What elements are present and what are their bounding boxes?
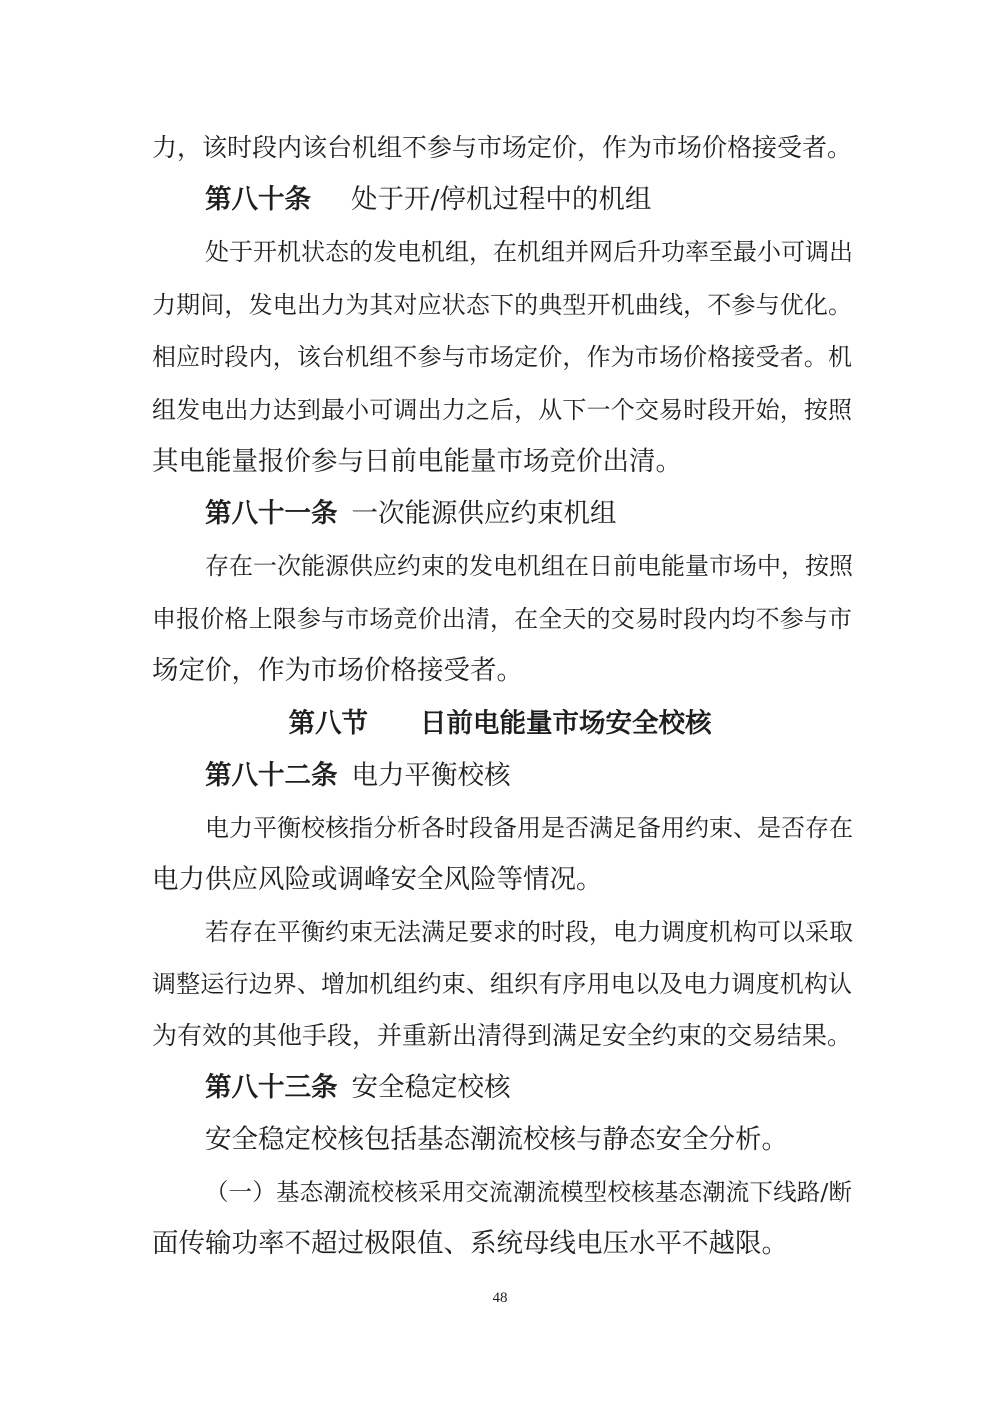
article-title: 处于开/停机过程中的机组: [351, 184, 652, 215]
article-heading: [205, 180, 852, 220]
paragraph-line: 处于开机状态的发电机组，在机组并网后升功率至最小可调出: [205, 238, 853, 266]
page-number: 48: [492, 1290, 508, 1306]
article-title: 电力平衡校核: [351, 760, 511, 791]
section-heading: [0, 704, 1000, 744]
section-number: 第八节: [288, 708, 368, 739]
paragraph-line: 力，该时段内该台机组不参与市场定价，作为市场价格接受者。: [152, 133, 853, 162]
article-title: 安全稳定校核: [351, 1072, 511, 1103]
paragraph-line: 为有效的其他手段，并重新出清得到满足安全约束的交易结果。: [152, 1021, 853, 1050]
paragraph-line: 申报价格上限参与市场竞价出清，在全天的交易时段内均不参与市: [152, 605, 852, 633]
paragraph-line: 力期间，发电出力为其对应状态下的典型开机曲线，不参与优化。: [152, 291, 852, 319]
paragraph-line: 安全稳定校核包括基态潮流校核与静态安全分析。: [205, 1124, 788, 1155]
paragraph-line: 组发电出力达到最小可调出力之后，从下一个交易时段开始，按照: [152, 396, 852, 424]
article-heading: [205, 494, 852, 534]
article-title: 一次能源供应约束机组: [351, 498, 617, 529]
article-heading: [205, 1068, 852, 1108]
article-number: 第八十条: [205, 184, 311, 215]
article-number: 第八十三条: [205, 1072, 338, 1103]
paragraph-line: 调整运行边界、增加机组约束、组织有序用电以及电力调度机构认: [152, 970, 852, 998]
paragraph-line: （一）基态潮流校核采用交流潮流模型校核基态潮流下线路/断: [205, 1178, 852, 1206]
paragraph-line: 其电能量报价参与日前电能量市场竞价出清。: [152, 446, 682, 477]
paragraph-line: 存在一次能源供应约束的发电机组在日前电能量市场中，按照: [205, 552, 853, 580]
paragraph-line: 若存在平衡约束无法满足要求的时段，电力调度机构可以采取: [205, 918, 853, 946]
paragraph-line: 相应时段内，该台机组不参与市场定价，作为市场价格接受者。机: [152, 343, 852, 371]
paragraph-line: 面传输功率不超过极限值、系统母线电压水平不越限。: [152, 1228, 788, 1259]
article-number: 第八十二条: [205, 760, 338, 791]
paragraph-line: 电力供应风险或调峰安全风险等情况。: [152, 864, 603, 895]
article-number: 第八十一条: [205, 498, 338, 529]
paragraph-line: 电力平衡校核指分析各时段备用是否满足备用约束、是否存在: [205, 814, 853, 842]
article-heading: [205, 756, 852, 796]
paragraph-line: 场定价，作为市场价格接受者。: [152, 655, 523, 686]
section-title: 日前电能量市场安全校核: [420, 708, 712, 739]
